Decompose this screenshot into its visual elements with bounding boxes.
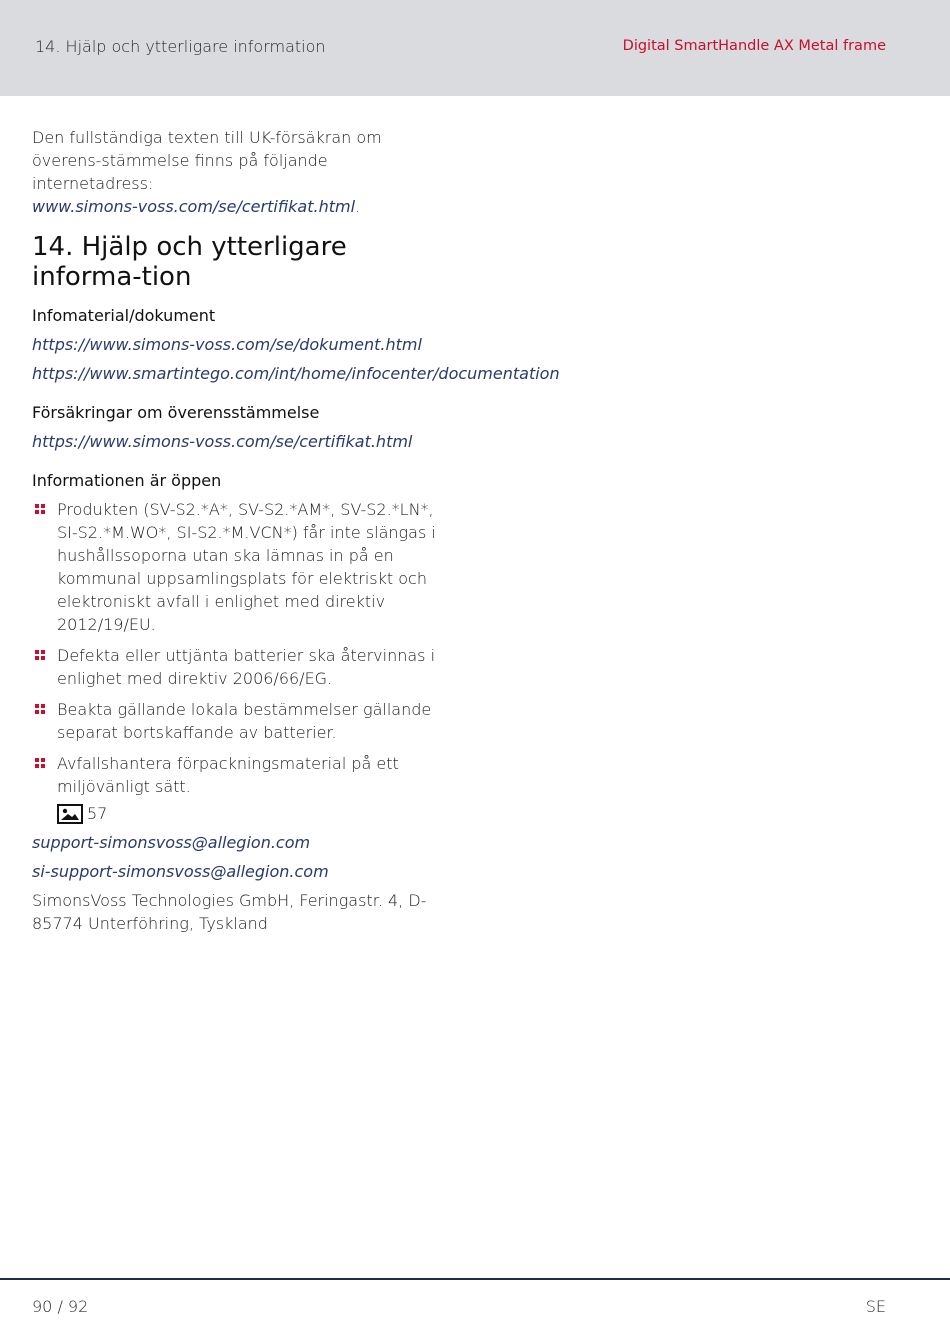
intro-certificate-link[interactable]: www.simons-voss.com/se/certifikat.html <box>32 197 356 216</box>
language-code: SE <box>865 1297 886 1316</box>
image-icon <box>57 804 83 824</box>
image-reference-number: 57 <box>87 804 108 823</box>
bullet-icon <box>35 704 46 715</box>
smartintego-documentation-link[interactable]: https://www.smartintego.com/int/home/infocenter/documentation <box>32 364 560 383</box>
si-support-email-link[interactable]: si-support-simonsvoss@allegion.com <box>32 862 329 881</box>
intro-trailing: . <box>355 197 361 216</box>
image-reference[interactable] <box>32 802 442 825</box>
info-material-title: Infomaterial/dokument <box>32 306 216 325</box>
declarations-title: Försäkringar om överensstämmelse <box>32 403 320 422</box>
contact-block <box>32 831 442 935</box>
documents-link[interactable]: https://www.simons-voss.com/se/dokument.html <box>32 335 422 354</box>
main-content <box>32 126 560 935</box>
list-item-text: Avfallshantera förpackningsmaterial på ett miljövänligt sätt. <box>57 754 399 796</box>
list-item-text: Beakta gällande lokala bestämmelser gällande separat bortskaffande av batterier. <box>57 700 432 742</box>
footer-divider <box>0 1278 950 1280</box>
company-address: SimonsVoss Technologies GmbH, Feringastr. 4, D-85774 Unterföhring, Tyskland <box>32 891 427 933</box>
certificates-link[interactable]: https://www.simons-voss.com/se/certifikat.html <box>32 432 413 451</box>
disposal-bullet-list <box>32 498 442 798</box>
bullet-icon <box>35 504 46 515</box>
header-section-title: 14. Hjälp och ytterligare information <box>35 37 326 56</box>
intro-text: Den fullständiga texten till UK-försäkran om överens-stämmelse finns på följande internetadress: <box>32 128 382 193</box>
support-email-link[interactable]: support-simonsvoss@allegion.com <box>32 833 311 852</box>
page-header <box>0 0 950 96</box>
list-item <box>32 498 442 636</box>
header-product-name: Digital SmartHandle AX Metal frame <box>622 38 886 54</box>
information-title: Informationen är öppen <box>32 471 222 490</box>
list-item <box>32 752 442 798</box>
declarations-links <box>32 430 442 453</box>
bullet-icon <box>35 758 46 769</box>
intro-paragraph <box>32 126 442 218</box>
list-item-text: Defekta eller uttjänta batterier ska återvinnas i enlighet med direktiv 2006/66/EG. <box>57 646 436 688</box>
chapter-heading: 14. Hjälp och ytterligare informa-tion <box>32 232 347 292</box>
bullet-icon <box>35 650 46 661</box>
list-item <box>32 698 442 744</box>
list-item-text: Produkten (SV-S2.*A*, SV-S2.*AM*, SV-S2.*LN*, SI-S2.*M.WO*, SI-S2.*M.VCN*) får inte slängas i hushållssoporna utan ska lämnas in på en kommunal uppsamlingsplats för elektriskt och elektroniskt avfall i enlighet med direktiv 2012/19/EU. <box>57 500 436 634</box>
list-item <box>32 644 442 690</box>
page-number: 90 / 92 <box>32 1297 89 1316</box>
info-material-links <box>32 333 560 385</box>
